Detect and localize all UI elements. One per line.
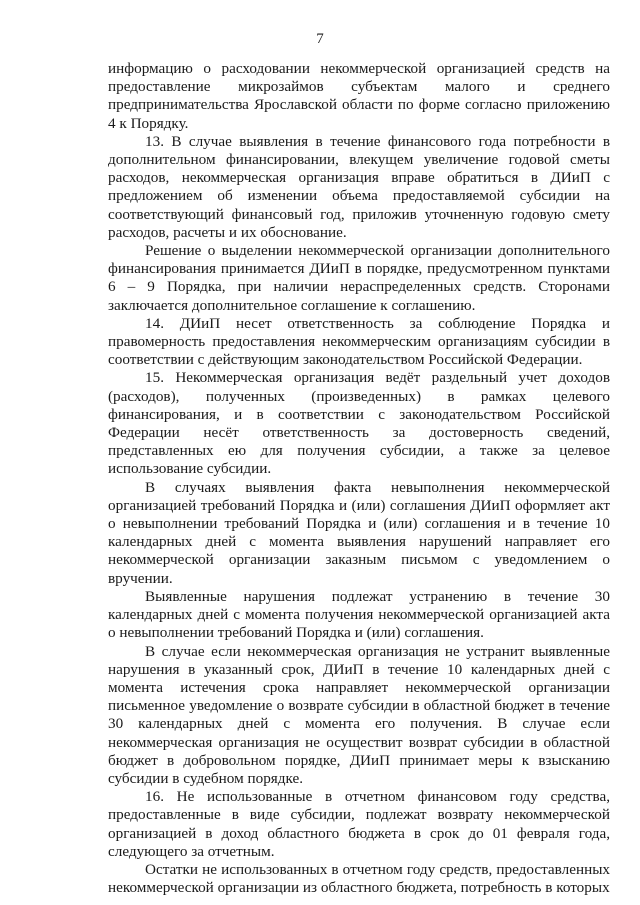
paragraph-additional-financing-decision: Решение о выделении некоммерческой организации дополнительного финансирования принимается ДИиП в порядке, предусмотренном пунктами 6 – 9 Порядка, при наличии нераспределенных средств. Сторонами заключается дополнительное соглашение к соглашению. bbox=[108, 242, 610, 314]
paragraph-item-16: 16. Не использованные в отчетном финансовом году средства, предоставленные в виде субсидии, подлежат возврату некоммерческой организацией в доход областного бюджета в срок до 01 февраля года, следующего за отчетным. bbox=[108, 788, 610, 860]
paragraph-item-13: 13. В случае выявления в течение финансового года потребности в дополнительном финансировании, влекущем увеличение годовой сметы расходов, некоммерческая организация вправе обратиться в ДИиП с предложением об изменении объема предоставляемой субсидии на соответствующий финансовый год, приложив уточненную годовую смету расходов, расчеты и их обоснование. bbox=[108, 132, 610, 241]
paragraph-violation-act: В случаях выявления факта невыполнения некоммерческой организацией требований Порядка и (или) соглашения ДИиП оформляет акт о невыполнении требований Порядка и (или) соглашения и в течение 10 календарных дней с момента выявления нарушений направляет его некоммерческой организации заказным письмом с уведомлением о вручении. bbox=[108, 478, 610, 587]
paragraph-refund-notice: В случае если некоммерческая организация не устранит выявленные нарушения в указанный срок, ДИиП в течение 10 календарных дней с момента истечения срока направляет некоммерческой организации письменное уведомление о возврате субсидии в областной бюджет в течение 30 календарных дней с момента его получения. В случае если некоммерческая организация не осуществит возврат субсидии в областной бюджет в добровольном порядке, ДИиП принимает меры к взысканию субсидии в судебном порядке. bbox=[108, 642, 610, 787]
paragraph-continuation: информацию о расходовании некоммерческой организацией средств на предоставление микрозаймов субъектам малого и среднего предпринимательства Ярославской области по форме согласно приложению 4 к Порядку. bbox=[108, 60, 610, 132]
paragraph-item-15: 15. Некоммерческая организация ведёт раздельный учет доходов (расходов), полученных (произведенных) в рамках целевого финансирования, и в соответствии с законодательством Российской Федерации несёт ответственность за достоверность сведений, представленных ею для получения субсидии, а также за целевое использование субсидии. bbox=[108, 369, 610, 478]
paragraph-item-14: 14. ДИиП несет ответственность за соблюдение Порядка и правомерность предоставления некоммерческим организациям субсидии в соответствии с действующим законодательством Российской Федерации. bbox=[108, 314, 610, 369]
page-number: 7 bbox=[316, 31, 324, 47]
paragraph-remaining-funds: Остатки не использованных в отчетном году средств, предоставленных некоммерческой организации из областного бюджета, потребность в которых bbox=[108, 860, 610, 897]
paragraph-violation-remedy: Выявленные нарушения подлежат устранению в течение 30 календарных дней с момента получения некоммерческой организацией акта о невыполнении требований Порядка и (или) соглашения. bbox=[108, 587, 610, 642]
document-body bbox=[108, 60, 610, 897]
